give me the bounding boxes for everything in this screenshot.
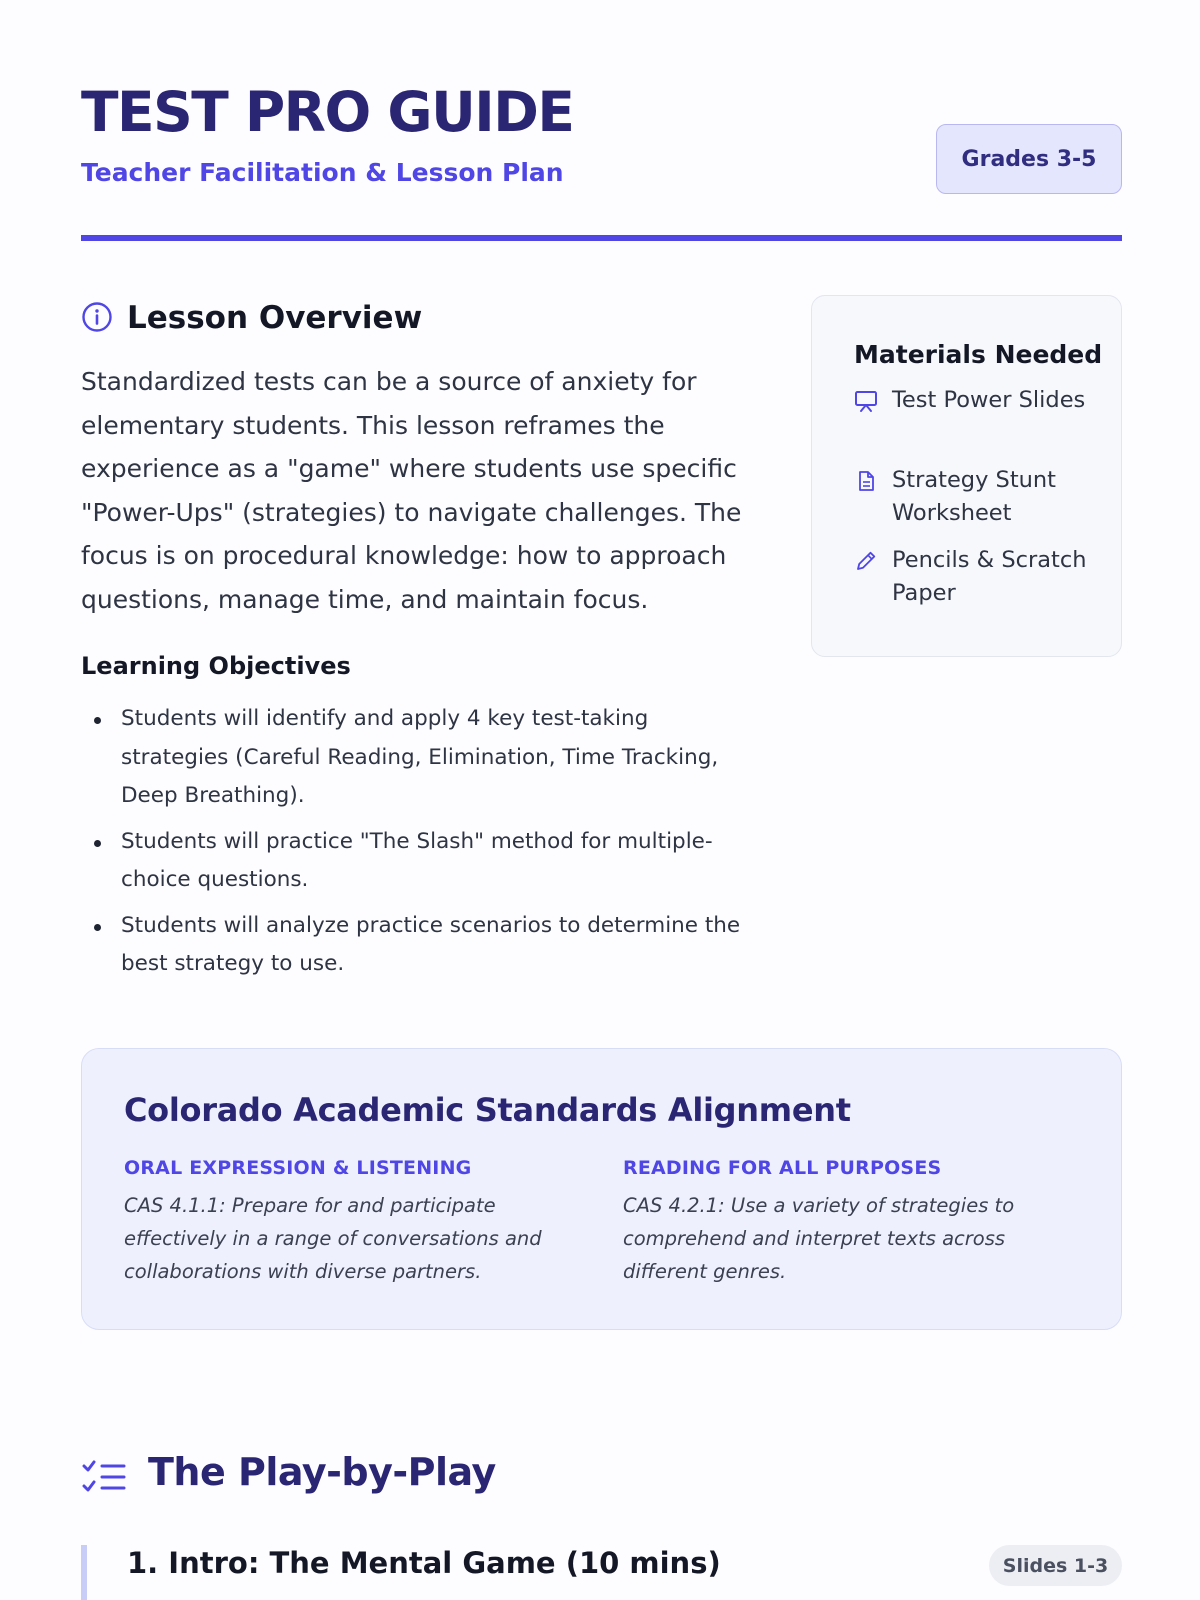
checklist-icon	[82, 1458, 126, 1498]
material-label: Test Power Slides	[892, 387, 1086, 413]
page-subtitle: Teacher Facilitation & Lesson Plan	[81, 158, 564, 187]
header-divider	[81, 235, 1122, 241]
slides-badge: Slides 1-3	[989, 1545, 1122, 1586]
standard-column	[124, 1157, 584, 1288]
document-icon	[854, 469, 878, 493]
materials-heading: Materials Needed	[854, 340, 1103, 369]
learning-objectives-heading: Learning Objectives	[81, 652, 351, 680]
lesson-overview-heading: Lesson Overview	[127, 300, 423, 336]
list-item: Students will identify and apply 4 key test-taking strategies (Careful Reading, Elimination, Time Tracking, Deep Breathing).	[81, 700, 761, 816]
standard-heading: READING FOR ALL PURPOSES	[623, 1157, 942, 1179]
grade-badge: Grades 3-5	[936, 124, 1122, 194]
list-item: Students will analyze practice scenarios to determine the best strategy to use.	[81, 907, 761, 984]
standard-text: CAS 4.2.1: Use a variety of strategies to comprehend and interpret texts across different genres.	[623, 1194, 1015, 1283]
standards-card	[81, 1048, 1122, 1330]
play-by-play-heading: The Play-by-Play	[148, 1450, 496, 1494]
pencil-icon	[854, 549, 878, 573]
list-item: Students will practice "The Slash" method for multiple-choice questions.	[81, 823, 761, 900]
material-label: Strategy Stunt Worksheet	[892, 467, 1057, 526]
learning-objectives-list	[81, 700, 761, 991]
step-title: 1. Intro: The Mental Game (10 mins)	[127, 1546, 721, 1580]
materials-card	[811, 295, 1122, 657]
standard-column	[623, 1157, 1083, 1288]
standard-text: CAS 4.1.1: Prepare for and participate effectively in a range of conversations and collaborations with diverse partners.	[124, 1194, 542, 1283]
presentation-icon	[854, 389, 878, 413]
material-label: Pencils & Scratch Paper	[892, 547, 1087, 606]
lesson-overview-text: Standardized tests can be a source of anxiety for elementary students. This lesson reframes the experience as a "game" where students use specific "Power-Ups" (strategies) to navigate challenges. The focus is on procedural knowledge: how to approach questions, manage time, and maintain focus.	[81, 367, 742, 614]
info-icon	[81, 301, 113, 333]
step-accent-bar	[81, 1545, 87, 1600]
standard-heading: ORAL EXPRESSION & LISTENING	[124, 1157, 472, 1179]
standards-heading: Colorado Academic Standards Alignment	[124, 1091, 851, 1129]
page-title: TEST PRO GUIDE	[81, 80, 574, 144]
